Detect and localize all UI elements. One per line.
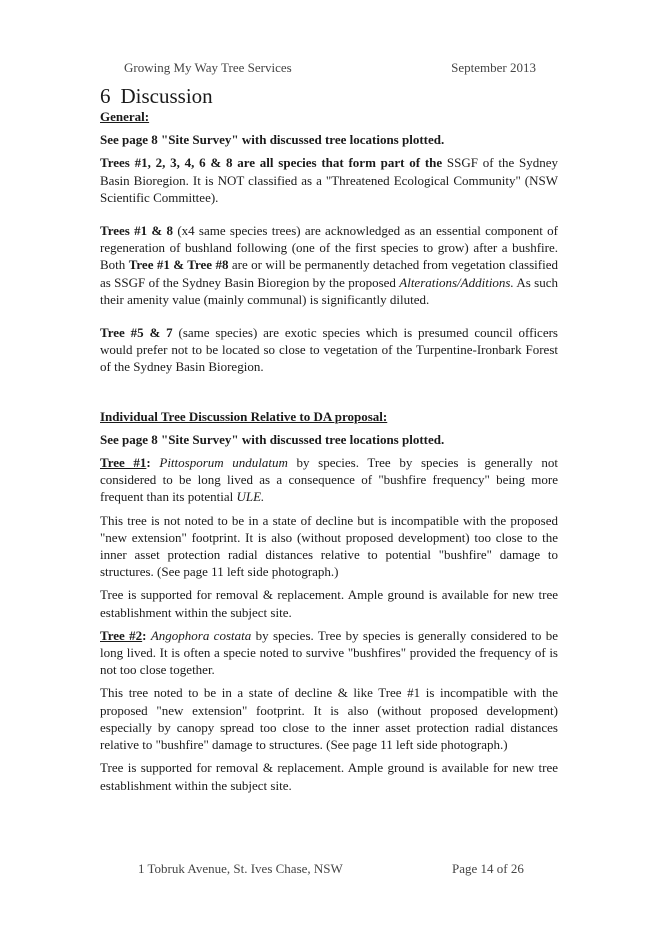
p1-rest: SSGF of the Sydney Basin Bioregion. It is NOT classified as a "Threatened Ecological Community" (NSW Scientific Committee). xyxy=(100,155,558,205)
tree-2-paragraph-2: This tree noted to be in a state of decline & like Tree #1 is incompatible with the proposed "new extension" footprint. It is also (without proposed development) especially by canopy spread too close to the inner asset protection radial distances relative to "bushfire" damage to structures. (See page 11 left side photograph.) xyxy=(100,685,558,753)
general-paragraph-2 xyxy=(100,222,558,308)
tree-1-colon: : xyxy=(146,455,160,471)
header-company: Growing My Way Tree Services xyxy=(124,60,292,75)
footer-page-number: Page 14 of 26 xyxy=(452,861,524,876)
tree-2-label: Tree #2 xyxy=(100,627,143,643)
tree-2-paragraph-3: Tree is supported for removal & replacement. Ample ground is available for new tree establishment within the subject site. xyxy=(100,760,558,793)
tree-1-text: by species. Tree by species is generally not considered to be long lived as a consequence of "bushfire frequency" being more frequent than its potential xyxy=(100,455,558,505)
p2-a: (x4 same species trees) are acknowledged as an essential component of regeneration of bushland following (one of the first species to grow) after a bushfire. Both xyxy=(100,223,559,273)
section-title-text: Discussion xyxy=(120,84,213,108)
p2-c: As such their amenity value (mainly communal) is significantly diluted. xyxy=(100,274,559,307)
p3-rest: (same species) are exotic species which is presumed council officers would prefer not to be located so close to vegetation of the Turpentine-Ironbark Forest of the Sydney Basin Bioregion. xyxy=(100,325,558,375)
general-heading: General: xyxy=(100,109,150,124)
header-date: September 2013 xyxy=(451,60,536,75)
page-body xyxy=(100,108,558,800)
tree-2-colon: : xyxy=(142,627,151,643)
general-paragraph-3 xyxy=(100,324,558,376)
tree-1-ule: ULE. xyxy=(236,489,265,505)
individual-see-page: See page 8 "Site Survey" with discussed tree locations plotted. xyxy=(100,431,445,447)
general-see-page: See page 8 "Site Survey" with discussed tree locations plotted. xyxy=(100,132,445,148)
tree-1-paragraph-2: This tree is not noted to be in a state of decline but is incompatible with the proposed "new extension" footprint. It is also (without proposed development) too close to the inner asset protection radial distances relative to potential "bushfire" damage to structures. (See page 11 left side photograph.) xyxy=(100,512,558,580)
footer-address: 1 Tobruk Avenue, St. Ives Chase, NSW xyxy=(138,861,343,876)
p2-italic: Alterations/Additions. xyxy=(399,274,514,290)
tree-1-label: Tree #1 xyxy=(100,455,147,471)
p3-bold: Tree #5 & 7 xyxy=(100,325,173,341)
individual-heading: Individual Tree Discussion Relative to DA proposal: xyxy=(100,408,388,424)
p2-b: are or will be permanently detached from vegetation classified as SSGF of the Sydney Basin Bioregion by the proposed xyxy=(100,257,558,290)
tree-2-species: Angophora costata xyxy=(150,627,252,643)
p2-bold-a: Trees #1 & 8 xyxy=(100,223,174,239)
p2-bold-b: Tree #1 & Tree #8 xyxy=(128,257,229,273)
section-number: 6 xyxy=(100,84,111,108)
p1-bold: Trees #1, 2, 3, 4, 6 & 8 are all species that form part of the xyxy=(100,155,443,171)
tree-2-paragraph-1 xyxy=(100,627,558,679)
tree-1-paragraph-3: Tree is supported for removal & replacement. Ample ground is available for new tree establishment within the subject site. xyxy=(100,587,558,620)
general-paragraph-1 xyxy=(100,154,558,206)
tree-2-text: by species. Tree by species is generally considered to be long lived. It is often a specie noted to survive "bushfires" provided the frequency of is not too close together. xyxy=(100,627,558,678)
tree-1-species: Pittosporum undulatum xyxy=(159,455,288,471)
section-title xyxy=(100,84,223,109)
tree-1-paragraph-1 xyxy=(100,454,558,506)
